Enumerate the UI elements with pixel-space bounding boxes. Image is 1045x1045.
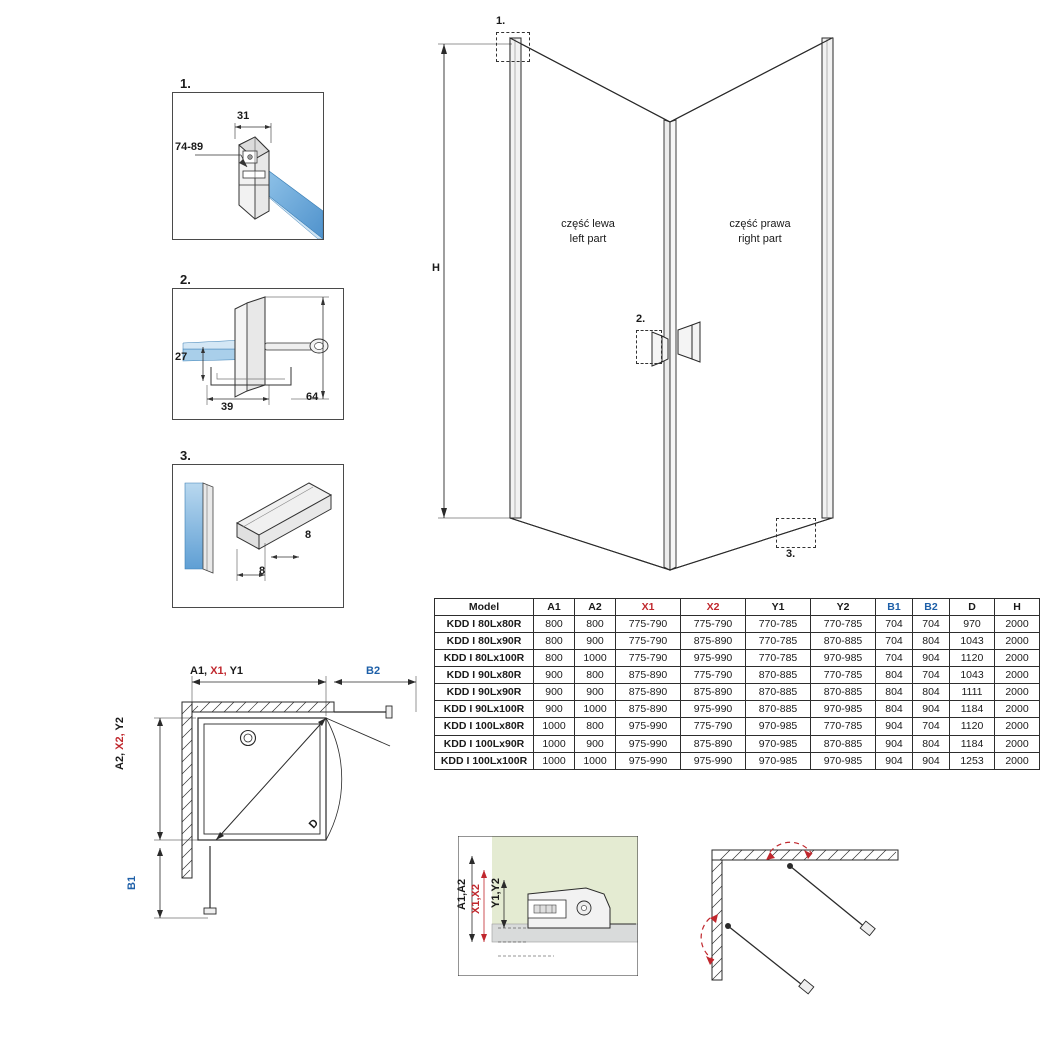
- callout-2-label: 2.: [636, 313, 646, 325]
- cell-y2: 870-885: [811, 633, 876, 650]
- door-swing-drawing: [690, 830, 920, 1020]
- cell-h: 2000: [995, 684, 1040, 701]
- cell-model: KDD I 90Lx80R: [435, 667, 534, 684]
- cell-d: 970: [950, 616, 995, 633]
- cell-a2: 800: [575, 718, 616, 735]
- plan-label-d: D: [306, 817, 322, 831]
- cell-h: 2000: [995, 616, 1040, 633]
- plan-label-b2: B2: [366, 665, 381, 677]
- main-enclosure-drawing: [420, 10, 860, 590]
- cell-a2: 1000: [575, 650, 616, 667]
- right-part-pl: część prawa: [729, 218, 791, 230]
- cell-x2: 775-790: [681, 667, 746, 684]
- cell-y2: 770-785: [811, 616, 876, 633]
- plan-label-y2: Y2: [114, 716, 126, 731]
- cell-a1: 800: [534, 650, 575, 667]
- cell-y1: 770-785: [746, 650, 811, 667]
- detail-3-drawing: [173, 465, 343, 607]
- cell-h: 2000: [995, 718, 1040, 735]
- callout-box-2: [636, 330, 662, 364]
- cell-x2: 775-790: [681, 718, 746, 735]
- th-h: H: [995, 599, 1040, 616]
- cell-model: KDD I 80Lx90R: [435, 633, 534, 650]
- cell-model: KDD I 100Lx100R: [435, 752, 534, 769]
- cell-b2: 804: [913, 684, 950, 701]
- table-row: [435, 752, 1040, 769]
- cell-x1: 875-890: [616, 667, 681, 684]
- cell-a1: 1000: [534, 735, 575, 752]
- cell-x2: 875-890: [681, 735, 746, 752]
- table-row: [435, 735, 1040, 752]
- cell-b2: 904: [913, 752, 950, 769]
- cell-a2: 900: [575, 633, 616, 650]
- table-row: [435, 667, 1040, 684]
- cell-x2: 975-990: [681, 752, 746, 769]
- cell-b2: 804: [913, 633, 950, 650]
- left-part-text: [528, 218, 648, 245]
- th-a2: A2: [575, 599, 616, 616]
- plan-label-x2: X2,: [114, 733, 126, 750]
- main-height-label: H: [432, 262, 440, 274]
- cell-y1: 770-785: [746, 616, 811, 633]
- cell-a1: 800: [534, 633, 575, 650]
- callout-3-label: 3.: [786, 548, 796, 560]
- cell-d: 1184: [950, 735, 995, 752]
- cell-y1: 970-985: [746, 752, 811, 769]
- cell-b1: 704: [876, 633, 913, 650]
- section-label-y: Y1,Y2: [490, 878, 502, 908]
- th-y2: Y2: [811, 599, 876, 616]
- cell-y1: 770-785: [746, 633, 811, 650]
- detail-1-number: 1.: [180, 76, 191, 91]
- detail-1-box: [172, 92, 324, 240]
- cell-y2: 770-785: [811, 718, 876, 735]
- cell-d: 1184: [950, 701, 995, 718]
- th-b2: B2: [913, 599, 950, 616]
- cell-b2: 904: [913, 701, 950, 718]
- cell-y1: 970-985: [746, 735, 811, 752]
- cell-a2: 800: [575, 667, 616, 684]
- cell-a2: 1000: [575, 752, 616, 769]
- cell-x1: 875-890: [616, 684, 681, 701]
- callout-box-3: [776, 518, 816, 548]
- cell-y2: 870-885: [811, 684, 876, 701]
- section-view: [458, 836, 638, 976]
- cell-a1: 900: [534, 684, 575, 701]
- main-enclosure-view: [420, 10, 860, 590]
- detail-3-box: [172, 464, 344, 608]
- th-d: D: [950, 599, 995, 616]
- detail-2-dim-64: 64: [306, 391, 319, 403]
- cell-h: 2000: [995, 701, 1040, 718]
- cell-model: KDD I 100Lx80R: [435, 718, 534, 735]
- section-label-x: X1,X2: [470, 884, 482, 914]
- plan-view-drawing: [130, 660, 430, 950]
- left-part-en: left part: [569, 233, 607, 245]
- cell-model: KDD I 80Lx80R: [435, 616, 534, 633]
- cell-y2: 970-985: [811, 701, 876, 718]
- cell-model: KDD I 80Lx100R: [435, 650, 534, 667]
- cell-h: 2000: [995, 667, 1040, 684]
- cell-model: KDD I 100Lx90R: [435, 735, 534, 752]
- cell-a1: 900: [534, 701, 575, 718]
- right-part-text: [700, 218, 820, 245]
- th-x1: X1: [616, 599, 681, 616]
- cell-b1: 804: [876, 701, 913, 718]
- th-a1: A1: [534, 599, 575, 616]
- cell-b1: 804: [876, 684, 913, 701]
- plan-view: [114, 660, 430, 950]
- cell-b2: 704: [913, 616, 950, 633]
- cell-b1: 704: [876, 650, 913, 667]
- cell-d: 1120: [950, 718, 995, 735]
- detail-2-number: 2.: [180, 272, 191, 287]
- callout-box-1: [496, 32, 530, 62]
- cell-a2: 900: [575, 735, 616, 752]
- cell-a1: 1000: [534, 718, 575, 735]
- plan-label-b1: B1: [126, 875, 138, 890]
- cell-y2: 870-885: [811, 735, 876, 752]
- table-row: [435, 718, 1040, 735]
- cell-b2: 804: [913, 735, 950, 752]
- cell-x1: 975-990: [616, 735, 681, 752]
- cell-h: 2000: [995, 752, 1040, 769]
- cell-a2: 1000: [575, 701, 616, 718]
- cell-a1: 1000: [534, 752, 575, 769]
- cell-y2: 970-985: [811, 650, 876, 667]
- cell-d: 1120: [950, 650, 995, 667]
- table-row: [435, 616, 1040, 633]
- plan-side-label: [114, 717, 126, 770]
- cell-d: 1043: [950, 633, 995, 650]
- cell-b1: 704: [876, 616, 913, 633]
- detail-3-dim-8a: 8: [305, 529, 312, 541]
- cell-h: 2000: [995, 735, 1040, 752]
- cell-b2: 904: [913, 650, 950, 667]
- cell-model: KDD I 90Lx90R: [435, 684, 534, 701]
- right-part-en: right part: [738, 233, 782, 245]
- section-view-drawing: [458, 836, 638, 976]
- cell-b1: 904: [876, 752, 913, 769]
- cell-y1: 870-885: [746, 684, 811, 701]
- cell-d: 1111: [950, 684, 995, 701]
- cell-h: 2000: [995, 633, 1040, 650]
- left-part-pl: część lewa: [561, 218, 615, 230]
- section-label-a: A1,A2: [456, 878, 468, 910]
- cell-x1: 775-790: [616, 650, 681, 667]
- cell-d: 1043: [950, 667, 995, 684]
- plan-label-y1: Y1: [229, 665, 244, 677]
- plan-top-label: [190, 665, 243, 677]
- table-row: [435, 633, 1040, 650]
- plan-label-a2: A2,: [114, 752, 126, 770]
- table-row: [435, 684, 1040, 701]
- cell-a1: 900: [534, 667, 575, 684]
- cell-x1: 775-790: [616, 616, 681, 633]
- cell-x2: 975-990: [681, 650, 746, 667]
- table-header-row: [435, 599, 1040, 616]
- cell-x2: 775-790: [681, 616, 746, 633]
- cell-b1: 804: [876, 667, 913, 684]
- plan-label-a1: A1,: [190, 665, 208, 677]
- th-model: Model: [435, 599, 534, 616]
- cell-y2: 770-785: [811, 667, 876, 684]
- th-b1: B1: [876, 599, 913, 616]
- detail-3-number: 3.: [180, 448, 191, 463]
- cell-x1: 775-790: [616, 633, 681, 650]
- th-x2: X2: [681, 599, 746, 616]
- th-y1: Y1: [746, 599, 811, 616]
- spec-table: [434, 598, 1040, 770]
- door-swing-view: [690, 830, 920, 1020]
- detail-2-dim-39: 39: [221, 401, 234, 413]
- cell-x1: 975-990: [616, 718, 681, 735]
- cell-b1: 904: [876, 718, 913, 735]
- detail-1-dim-7489: 74-89: [175, 141, 204, 153]
- table-row: [435, 701, 1040, 718]
- cell-x2: 875-890: [681, 684, 746, 701]
- cell-y1: 870-885: [746, 701, 811, 718]
- cell-x1: 975-990: [616, 752, 681, 769]
- plan-label-x1: X1,: [210, 665, 227, 677]
- detail-1-dim-31: 31: [237, 110, 250, 122]
- cell-b2: 704: [913, 667, 950, 684]
- cell-y2: 970-985: [811, 752, 876, 769]
- detail-2-dim-27: 27: [175, 351, 188, 363]
- cell-x2: 875-890: [681, 633, 746, 650]
- detail-3-dim-8b: 8: [259, 565, 266, 577]
- callout-1-label: 1.: [496, 15, 506, 27]
- cell-a1: 800: [534, 616, 575, 633]
- cell-a2: 800: [575, 616, 616, 633]
- cell-a2: 900: [575, 684, 616, 701]
- cell-b1: 904: [876, 735, 913, 752]
- cell-y1: 870-885: [746, 667, 811, 684]
- cell-x2: 975-990: [681, 701, 746, 718]
- cell-d: 1253: [950, 752, 995, 769]
- table-row: [435, 650, 1040, 667]
- cell-model: KDD I 90Lx100R: [435, 701, 534, 718]
- cell-h: 2000: [995, 650, 1040, 667]
- detail-2-box: [172, 288, 344, 420]
- cell-b2: 704: [913, 718, 950, 735]
- cell-y1: 970-985: [746, 718, 811, 735]
- cell-x1: 875-890: [616, 701, 681, 718]
